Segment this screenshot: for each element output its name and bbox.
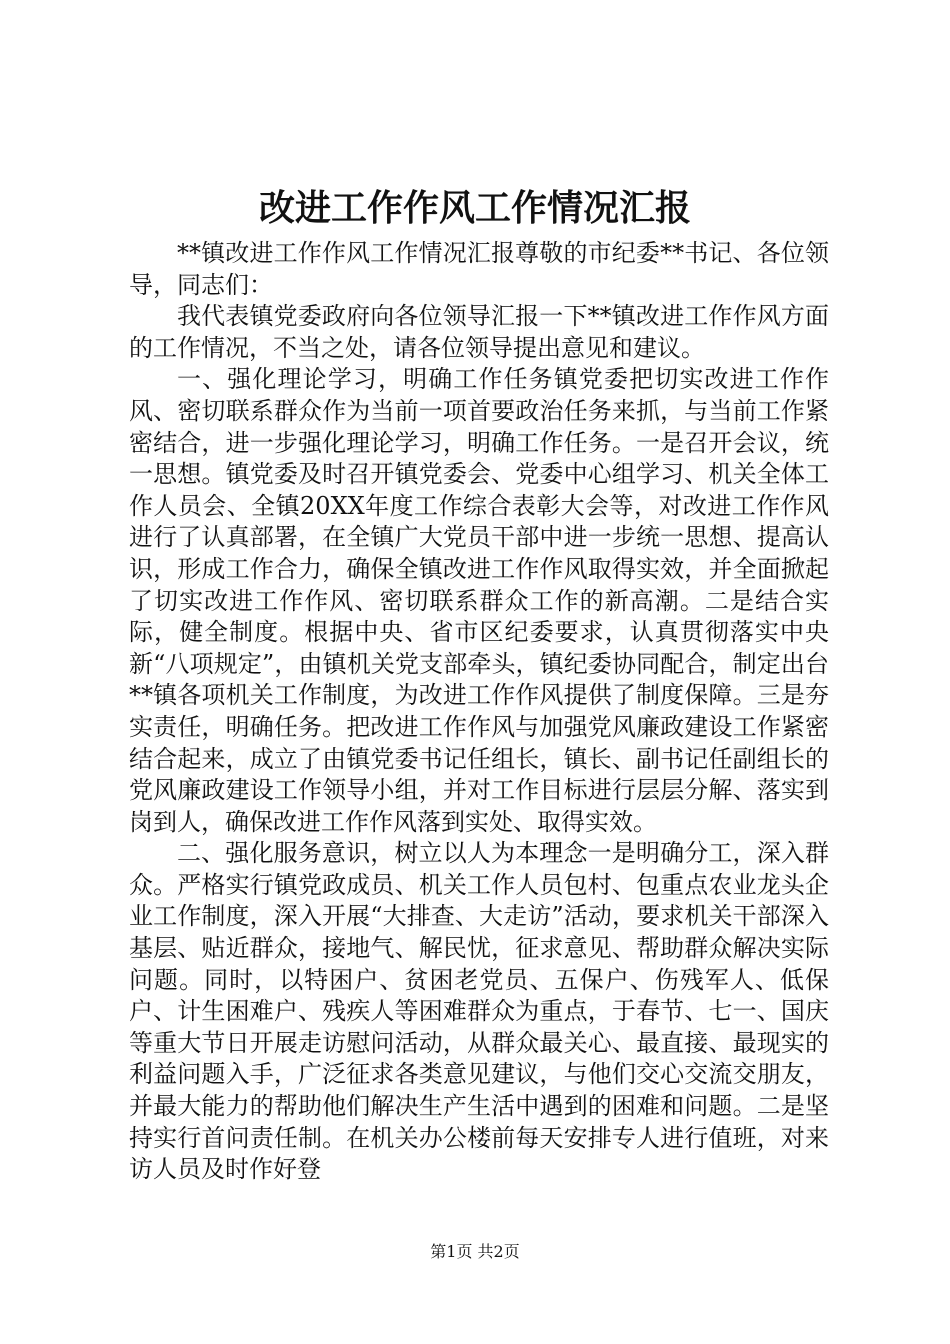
paragraph-section-two: 二、强化服务意识，树立以人为本理念一是明确分工，深入群众。严格实行镇党政成员、机关工作人员包村、包重点农业龙头企业工作制度，深入开展“大排查、大走访”活动，要求机关干部深入基层、贴近群众，接地气、解民忧，征求意见、帮助群众解决实际问题。同时，以特困户、贫困老党员、五保户、伤残军人、低保户、计生困难户、残疾人等困难群众为重点，于春节、七一、国庆等重大节日开展走访慰问活动，从群众最关心、最直接、最现实的利益问题入手，广泛征求各类意见建议，与他们交心交流交朋友，并最大能力的帮助他们解决生产生活中遇到的困难和问题。二是坚持实行首问责任制。在机关办公楼前每天安排专人进行值班，对来访人员及时作好登 bbox=[129, 839, 829, 1184]
page-footer: 第1页 共2页 bbox=[430, 1242, 520, 1261]
document-body bbox=[129, 238, 829, 1186]
document-title: 改进工作作风工作情况汇报 bbox=[258, 187, 691, 229]
paragraph-section-one: 一、强化理论学习，明确工作任务镇党委把切实改进工作作风、密切联系群众作为当前一项首要政治任务来抓，与当前工作紧密结合，进一步强化理论学习，明确工作任务。一是召开会议，统一思想。镇党委及时召开镇党委会、党委中心组学习、机关全体工作人员会、全镇20XX年度工作综合表彰大会等，对改进工作作风进行了认真部署，在全镇广大党员干部中进一步统一思想、提高认识，形成工作合力，确保全镇改进工作作风取得实效，并全面掀起了切实改进工作作风、密切联系群众工作的新高潮。二是结合实际，健全制度。根据中央、省市区纪委要求，认真贯彻落实中央新“八项规定”，由镇机关党支部牵头，镇纪委协同配合，制定出台**镇各项机关工作制度，为改进工作作风提供了制度保障。三是夯实责任，明确任务。把改进工作作风与加强党风廉政建设工作紧密结合起来，成立了由镇党委书记任组长，镇长、副书记任副组长的党风廉政建设工作领导小组，并对工作目标进行层层分解、落实到岗到人，确保改进工作作风落到实处、取得实效。 bbox=[129, 365, 829, 836]
paragraph-salutation: **镇改进工作作风工作情况汇报尊敬的市纪委**书记、各位领导，同志们： bbox=[129, 239, 829, 299]
paragraph-intro: 我代表镇党委政府向各位领导汇报一下**镇改进工作作风方面的工作情况，不当之处，请各位领导提出意见和建议。 bbox=[129, 302, 829, 362]
